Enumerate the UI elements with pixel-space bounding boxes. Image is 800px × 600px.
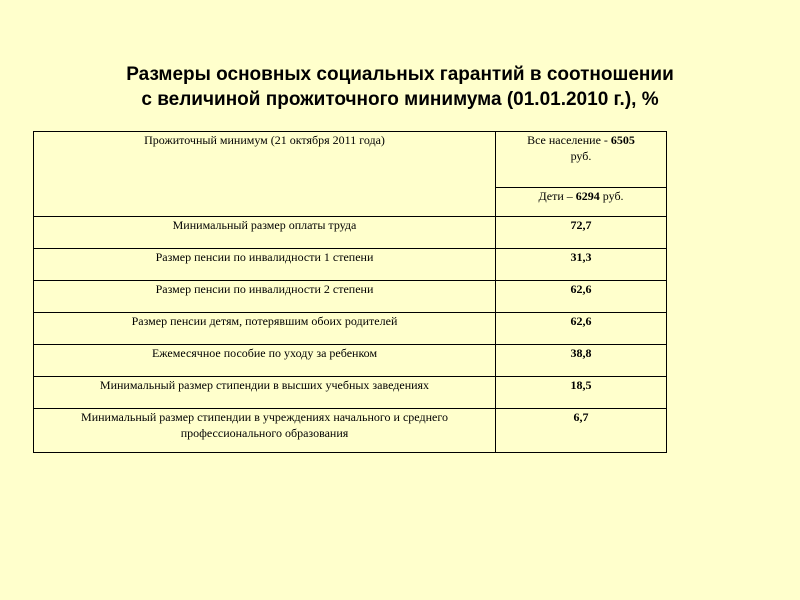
- title-line-2: с величиной прожиточного минимума (01.01.2010 г.), %: [141, 89, 659, 110]
- children-value: 6294: [575, 189, 600, 203]
- row-label: Минимальный размер стипендии в высших учебных заведениях: [34, 377, 496, 409]
- all-population-value: 6505: [610, 133, 635, 147]
- table-row: [34, 313, 667, 345]
- all-population-cell: [496, 132, 667, 188]
- table-header-row: [34, 132, 667, 188]
- row-value: 6,7: [496, 409, 667, 453]
- all-population-unit: руб.: [570, 149, 592, 163]
- row-value: 31,3: [496, 249, 667, 281]
- row-label: Ежемесячное пособие по уходу за ребенком: [34, 345, 496, 377]
- table-row: [34, 281, 667, 313]
- guarantees-table: [33, 131, 667, 453]
- table-row: [34, 345, 667, 377]
- all-population-label: Все население -: [527, 133, 611, 147]
- row-label: Размер пенсии по инвалидности 2 степени: [34, 281, 496, 313]
- children-unit: руб.: [599, 189, 624, 203]
- children-label: Дети –: [538, 189, 576, 203]
- children-cell: [496, 188, 667, 217]
- page-title: [0, 62, 800, 112]
- subsistence-minimum-header: Прожиточный минимум (21 октября 2011 года): [34, 132, 496, 217]
- row-label: Размер пенсии детям, потерявшим обоих родителей: [34, 313, 496, 345]
- row-value: 18,5: [496, 377, 667, 409]
- row-label: Минимальный размер стипендии в учреждениях начального и среднего профессионального образования: [34, 409, 496, 453]
- row-value: 62,6: [496, 313, 667, 345]
- table-row: [34, 409, 667, 453]
- row-value: 72,7: [496, 217, 667, 249]
- row-value: 62,6: [496, 281, 667, 313]
- table-row: [34, 217, 667, 249]
- table-row: [34, 249, 667, 281]
- title-line-1: Размеры основных социальных гарантий в соотношении: [126, 64, 674, 85]
- row-label: Минимальный размер оплаты труда: [34, 217, 496, 249]
- row-label: Размер пенсии по инвалидности 1 степени: [34, 249, 496, 281]
- row-value: 38,8: [496, 345, 667, 377]
- table-row: [34, 377, 667, 409]
